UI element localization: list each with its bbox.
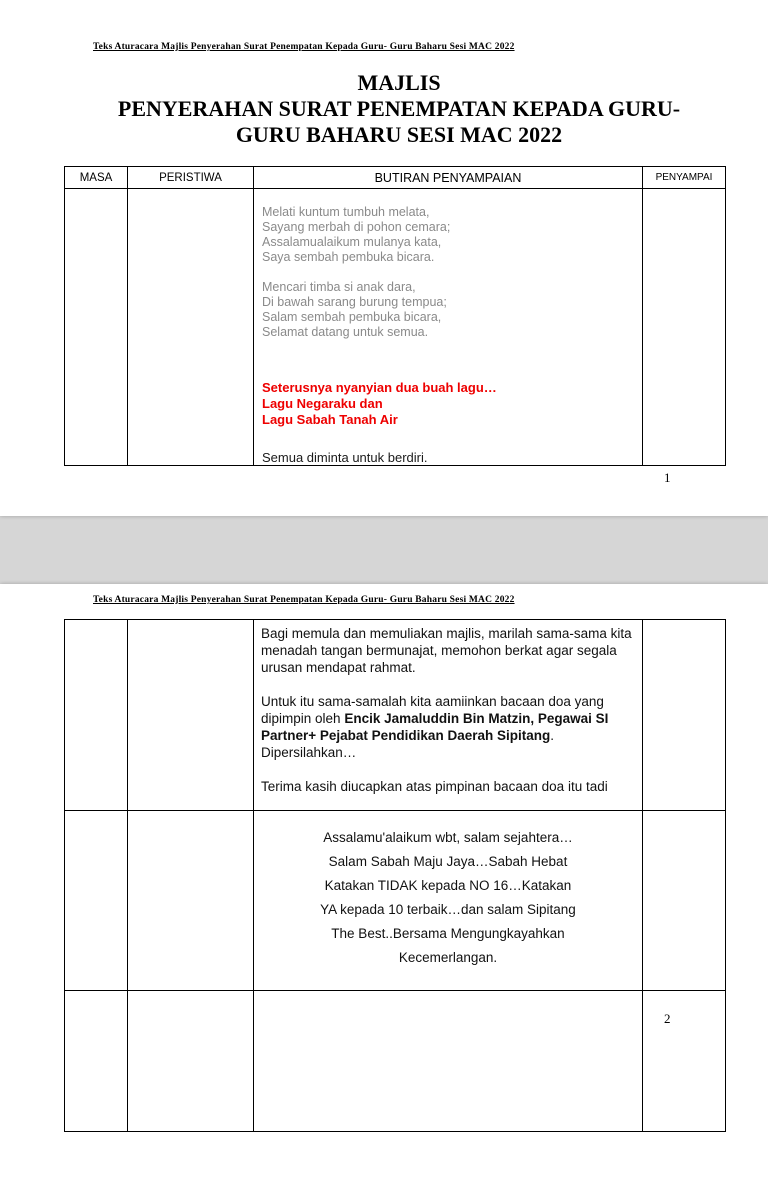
song-announcement-line: Lagu Negaraku dan xyxy=(262,396,383,411)
column-header-butiran-penyampaian: BUTIRAN PENYAMPAIAN xyxy=(254,167,643,189)
penyampai-cell xyxy=(643,991,725,1131)
ucapan-line: Assalamu'alaikum wbt, salam sejahtera… xyxy=(323,830,573,845)
running-header: Teks Aturacara Majlis Penyerahan Surat Penempatan Kepada Guru- Guru Baharu Sesi MAC 2022 xyxy=(93,595,515,605)
ucapan-line: Kecemerlangan. xyxy=(398,950,498,965)
song-announcement-line: Lagu Sabah Tanah Air xyxy=(262,412,398,427)
doa-invite-line: Dipersilahkan… xyxy=(261,745,357,760)
butiran-cell-doa xyxy=(254,620,643,811)
doa-paragraph-1: Bagi memula dan memuliakan majlis, marilah sama-sama kita menadah tangan bermunajat, memohon berkat agar segala urusan mendapat rahmat. xyxy=(261,626,632,675)
pantun-line: Mencari timba si anak dara, xyxy=(262,280,416,294)
song-announcement xyxy=(262,380,632,428)
column-header-masa: MASA xyxy=(65,167,128,189)
butiran-cell xyxy=(254,991,643,1131)
document-title-line-3: GURU BAHARU SESI MAC 2022 xyxy=(235,122,563,147)
doa-period: . xyxy=(550,728,554,743)
pantun-line: Saya sembah pembuka bicara. xyxy=(262,250,435,264)
stand-instruction: Semua diminta untuk berdiri. xyxy=(262,450,428,465)
document-page-2 xyxy=(0,584,768,1204)
agenda-table xyxy=(64,166,726,466)
document-title-line-1: MAJLIS xyxy=(357,70,441,95)
column-header-penyampai: PENYAMPAI xyxy=(643,167,725,189)
masa-cell xyxy=(65,189,128,465)
masa-cell xyxy=(65,811,128,991)
peristiwa-cell xyxy=(128,620,254,811)
document-title xyxy=(54,70,744,148)
page-number: 2 xyxy=(664,1011,671,1026)
pantun-line: Assalamualaikum mulanya kata, xyxy=(262,235,442,249)
pantun-stanza-2 xyxy=(262,280,632,340)
document-title-line-2: PENYERAHAN SURAT PENEMPATAN KEPADA GURU- xyxy=(117,96,681,121)
song-announcement-line: Seterusnya nyanyian dua buah lagu… xyxy=(262,380,497,395)
doa-intro-text: Untuk itu sama-samalah kita aamiinkan bacaan doa yang dipimpin oleh xyxy=(261,694,604,726)
page-number: 1 xyxy=(664,470,671,485)
butiran-cell-ucapan xyxy=(254,811,643,991)
doa-paragraph-2 xyxy=(261,693,634,744)
ucapan-line: The Best..Bersama Mengungkayahkan xyxy=(331,926,565,941)
document-page-1 xyxy=(0,0,768,516)
ucapan-line: Salam Sabah Maju Jaya…Sabah Hebat xyxy=(328,854,568,869)
pantun-line: Salam sembah pembuka bicara, xyxy=(262,310,442,324)
ucapan-line: Katakan TIDAK kepada NO 16…Katakan xyxy=(324,878,572,893)
pantun-stanza-1 xyxy=(262,205,632,265)
penyampai-cell xyxy=(643,620,725,811)
pantun-line: Melati kuntum tumbuh melata, xyxy=(262,205,430,219)
penyampai-cell xyxy=(643,811,725,991)
pantun-line: Selamat datang untuk semua. xyxy=(262,325,429,339)
doa-leader-name: Encik Jamaluddin Bin Matzin, Pegawai SI Partner+ Pejabat Pendidikan Daerah Sipitang xyxy=(261,711,609,743)
column-header-peristiwa: PERISTIWA xyxy=(128,167,254,189)
pantun-line: Di bawah sarang burung tempua; xyxy=(262,295,447,309)
ucapan-line: YA kepada 10 terbaik…dan salam Sipitang xyxy=(320,902,576,917)
butiran-cell xyxy=(254,189,643,465)
penyampai-cell xyxy=(643,189,725,465)
peristiwa-cell xyxy=(128,811,254,991)
peristiwa-cell xyxy=(128,189,254,465)
doa-thanks-line: Terima kasih diucapkan atas pimpinan bacaan doa itu tadi xyxy=(261,779,608,794)
running-header: Teks Aturacara Majlis Penyerahan Surat Penempatan Kepada Guru- Guru Baharu Sesi MAC 2022 xyxy=(93,42,515,52)
pantun-line: Sayang merbah di pohon cemara; xyxy=(262,220,451,234)
agenda-table-continued xyxy=(64,619,726,1132)
masa-cell xyxy=(65,991,128,1131)
peristiwa-cell xyxy=(128,991,254,1131)
masa-cell xyxy=(65,620,128,811)
